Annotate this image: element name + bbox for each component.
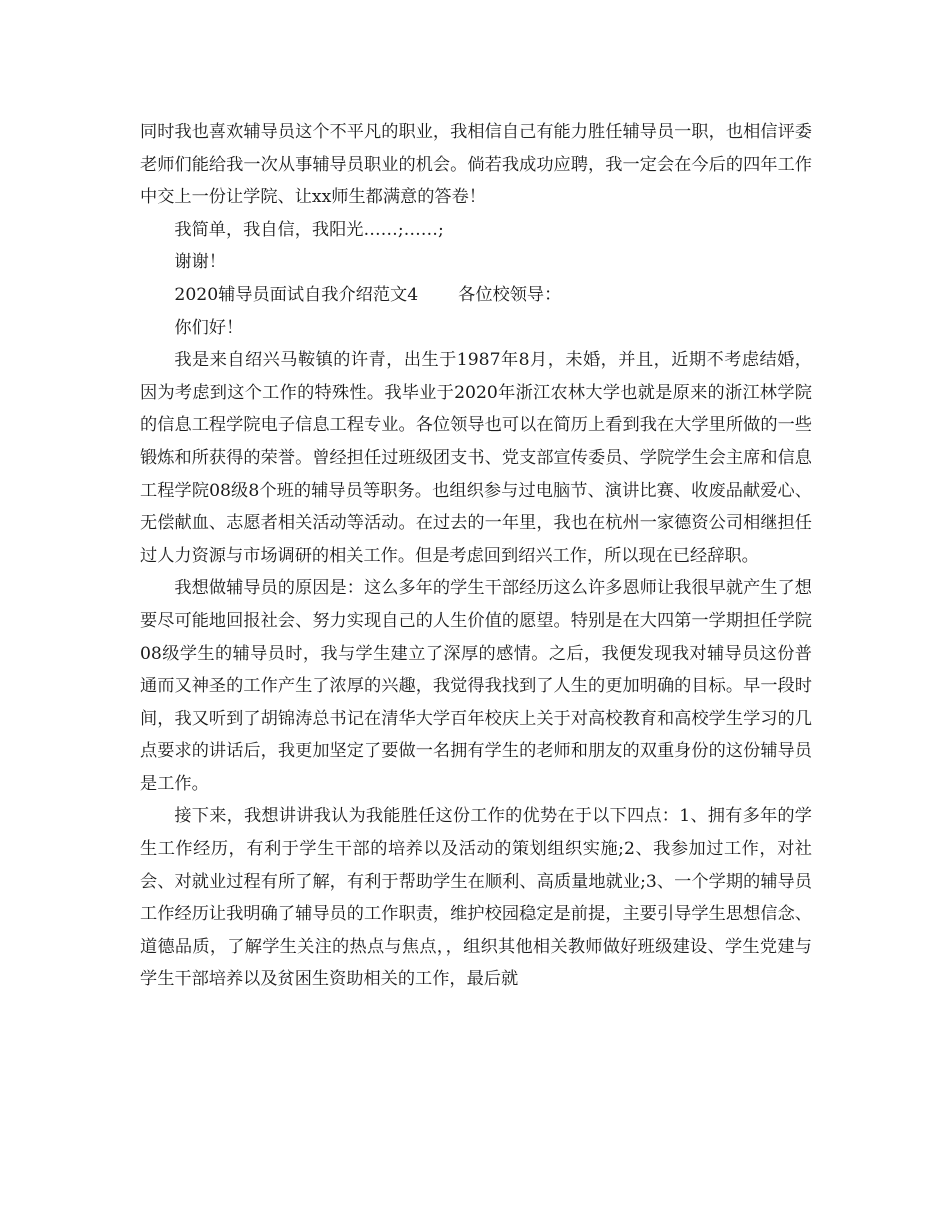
salutation: 各位校领导： xyxy=(458,284,562,305)
paragraph-3: 谢谢！ xyxy=(174,252,226,273)
paragraph-1: 同时我也喜欢辅导员这个不平凡的职业，我相信自己有能力胜任辅导员一职，也相信评委老师们能给我一次从事辅导员职业的机会。倘若我成功应聘，我一定会在今后的四年工作中交上一份让学院、让xx师生都满意的答卷！ xyxy=(140,122,812,208)
paragraph-4 xyxy=(140,279,812,312)
paragraph-7: 我想做辅导员的原因是：这么多年的学生干部经历这么许多恩师让我很早就产生了想要尽可能地回报社会、努力实现自己的人生价值的愿望。特别是在大四第一学期担任学院08级学生的辅导员时，我与学生建立了深厚的感情。之后，我便发现我对辅导员这份普通而又神圣的工作产生了浓厚的兴趣，我觉得我找到了人生的更加明确的目标。早一段时间，我又听到了胡锦涛总书记在清华大学百年校庆上关于对高校教育和高校学生学习的几点要求的讲话后，我更加坚定了要做一名拥有学生的老师和朋友的双重身份的这份辅导员是工作。 xyxy=(140,578,812,794)
paragraph-8: 接下来，我想讲讲我认为我能胜任这份工作的优势在于以下四点：1、拥有多年的学生工作经历，有利于学生干部的培养以及活动的策划组织实施;2、我参加过工作，对社会、对就业过程有所了解，有利于帮助学生在顺利、高质量地就业;3、一个学期的辅导员工作经历让我明确了辅导员的工作职责，维护校园稳定是前提，主要引导学生思想信念、道德品质，了解学生关注的热点与焦点，，组织其他相关教师做好班级建设、学生党建与学生干部培养以及贫困生资助相关的工作，最后就 xyxy=(140,806,812,990)
document-body xyxy=(140,116,812,996)
paragraph-5: 你们好！ xyxy=(174,317,244,338)
paragraph-6: 我是来自绍兴马鞍镇的许青，出生于1987年8月，未婚，并且，近期不考虑结婚，因为考虑到这个工作的特殊性。我毕业于2020年浙江农林大学也就是原来的浙江林学院的信息工程学院电子信息工程专业。各位领导也可以在简历上看到我在大学里所做的一些锻炼和所获得的荣誉。曾经担任过班级团支书、党支部宣传委员、学院学生会主席和信息工程学院08级8个班的辅导员等职务。也组织参与过电脑节、演讲比赛、收废品献爱心、无偿献血、志愿者相关活动等活动。在过去的一年里，我也在杭州一家德资公司相继担任过人力资源与市场调研的相关工作。但是考虑回到绍兴工作，所以现在已经辞职。 xyxy=(140,350,812,566)
paragraph-2: 我简单，我自信，我阳光……;……; xyxy=(174,219,444,240)
section-heading: 2020辅导员面试自我介绍范文4 xyxy=(174,284,419,305)
